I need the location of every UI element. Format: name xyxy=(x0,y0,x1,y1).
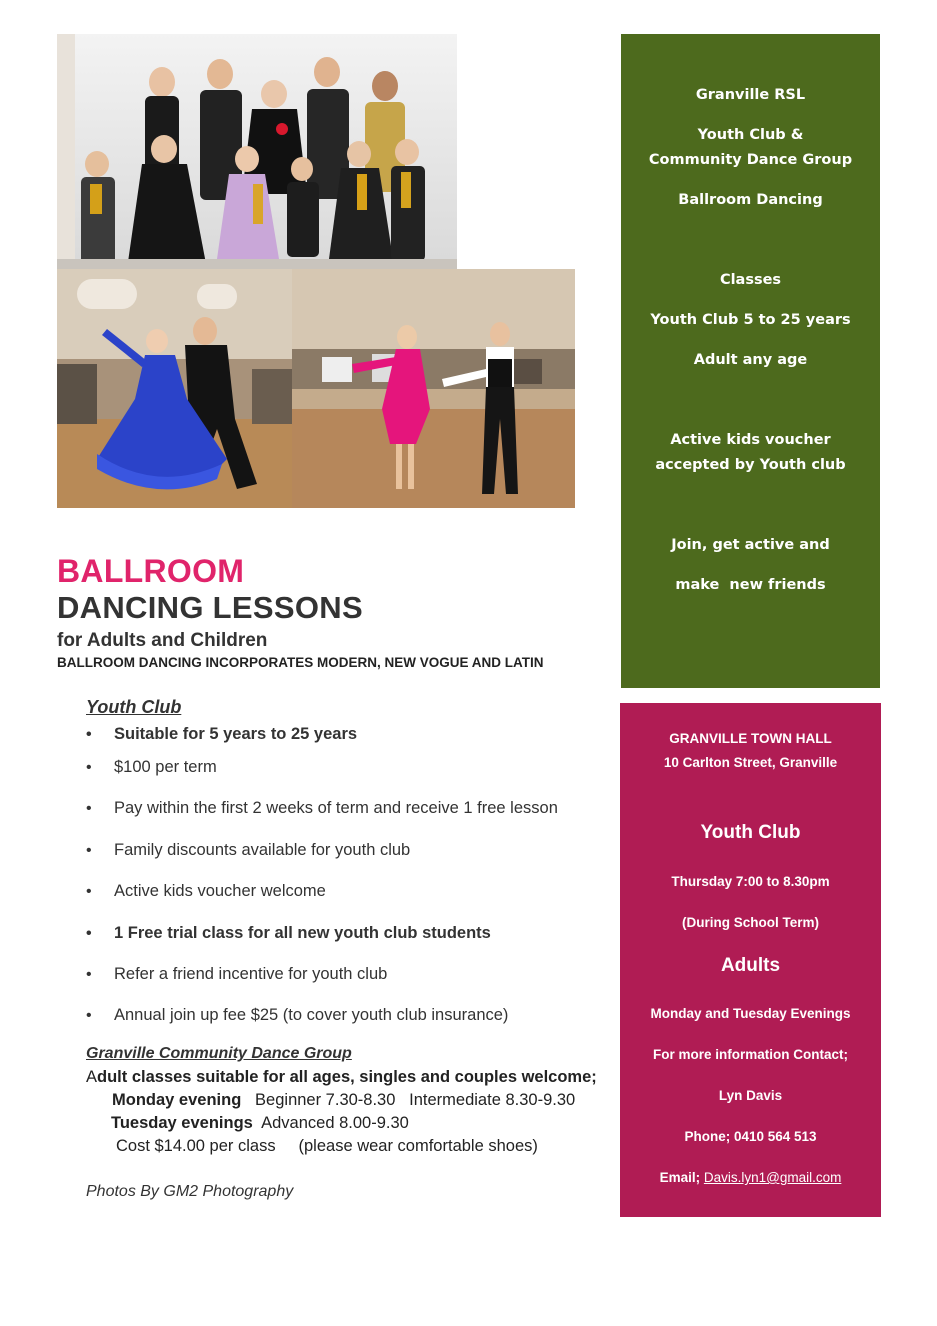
green-line: Active kids voucher xyxy=(670,432,831,448)
list-item: • Annual join up fee $25 (to cover youth club insurance) xyxy=(86,1006,509,1024)
list-item: • Pay within the first 2 weeks of term and receive 1 free lesson xyxy=(86,799,558,817)
adults-time: Monday and Tuesday Evenings xyxy=(650,1006,851,1021)
youth-time: Thursday 7:00 to 8.30pm xyxy=(671,874,830,889)
green-line: Youth Club & xyxy=(697,127,804,143)
info-text: For more information Contact; xyxy=(653,1047,848,1062)
green-line: Youth Club 5 to 25 years xyxy=(650,312,851,328)
tuesday-schedule: Tuesday evenings Advanced 8.00-9.30 xyxy=(111,1114,409,1132)
couple-dancing-photo xyxy=(57,269,292,508)
phone-number: Phone; 0410 564 513 xyxy=(684,1129,817,1144)
youth-club-subheading: Youth Club xyxy=(700,822,801,843)
cost-line: Cost $14.00 per class (please wear comfortable shoes) xyxy=(116,1137,538,1155)
monday-schedule: Monday evening Beginner 7.30-8.30 Intermediate 8.30-9.30 xyxy=(112,1091,576,1109)
adults-subheading: Adults xyxy=(720,955,781,976)
green-line: Adult any age xyxy=(693,352,808,368)
incorporates-text: BALLROOM DANCING INCORPORATES MODERN, NEW VOGUE AND LATIN xyxy=(57,655,544,670)
pink-info-panel xyxy=(620,703,881,1217)
green-line: make new friends xyxy=(675,577,826,593)
green-line: accepted by Youth club xyxy=(655,457,846,473)
adult-classes-intro: Adult classes suitable for all ages, singles and couples welcome; xyxy=(86,1068,597,1086)
green-line: Community Dance Group xyxy=(648,152,853,168)
contact-name: Lyn Davis xyxy=(718,1088,783,1103)
list-item: • Refer a friend incentive for youth club xyxy=(86,965,388,983)
green-line: Ballroom Dancing xyxy=(678,192,823,208)
green-line: Granville RSL xyxy=(695,87,806,103)
list-item: • $100 per term xyxy=(86,758,217,776)
youth-term: (During School Term) xyxy=(682,915,819,930)
list-item: • 1 Free trial class for all new youth club students xyxy=(86,924,491,942)
list-item: • Active kids voucher welcome xyxy=(86,882,326,900)
green-line: Join, get active and xyxy=(671,537,830,553)
green-info-panel xyxy=(621,34,880,688)
group-photo-trophies xyxy=(57,34,457,269)
kids-latin-dance-photo xyxy=(292,269,575,508)
list-item: • Family discounts available for youth club xyxy=(86,841,411,859)
venue-name: GRANVILLE TOWN HALL xyxy=(669,731,832,746)
subtitle: for Adults and Children xyxy=(57,630,268,651)
email-link[interactable]: Davis.lyn1@gmail.com xyxy=(703,1170,842,1185)
youth-club-heading: Youth Club xyxy=(86,697,182,717)
email-line: Email; Davis.lyn1@gmail.com xyxy=(659,1170,842,1185)
photo-credit: Photos By GM2 Photography xyxy=(86,1183,294,1200)
community-group-heading: Granville Community Dance Group xyxy=(86,1045,352,1062)
green-line: Classes xyxy=(719,272,782,288)
title-dancing-lessons: DANCING LESSONS xyxy=(57,590,363,625)
venue-address: 10 Carlton Street, Granville xyxy=(663,755,838,770)
title-ballroom: BALLROOM xyxy=(57,553,245,589)
list-item: • Suitable for 5 years to 25 years xyxy=(86,725,358,743)
